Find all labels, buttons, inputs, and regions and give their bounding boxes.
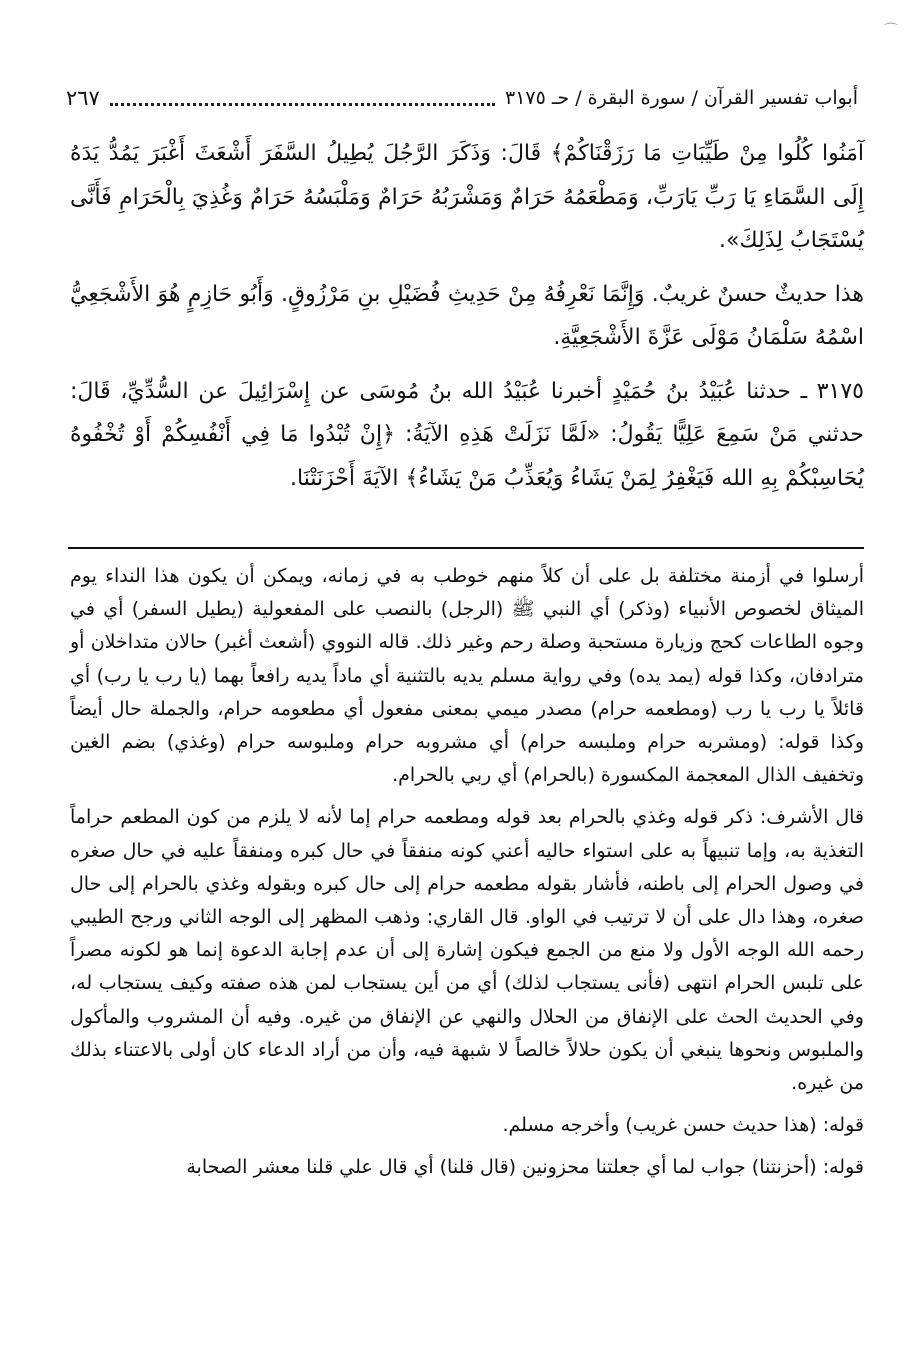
commentary-paragraph: قوله: (هذا حديث حسن غريب) وأخرجه مسلم. xyxy=(502,1114,864,1137)
hadith-continuation: آمَنُوا كُلُوا مِنْ طَيِّبَاتِ مَا رَزَقْنَاكُمْ﴾ قَالَ: وَذَكَرَ الرَّجُلَ يُطِيلُ السَّفَرَ أَشْعَثَ أَغْبَرَ يَمُدُّ يَدَهُ إِلَى السَّمَاءِ يَا رَبِّ يَارَبِّ، وَمَطْعَمُهُ حَرَامٌ وَمَشْرَبُهُ حَرَامٌ وَمَلْبَسُهُ حَرَامٌ وَغُذِيَ بِالْحَرَامِ فَأَنَّى يُسْتَجَابُ لِذَلِكَ». xyxy=(70,141,864,253)
leader-dots xyxy=(110,91,495,106)
page-header xyxy=(66,78,858,118)
hadith-3175: ٣١٧٥ ـ حدثنا عُبَيْدُ بنُ حُمَيْدٍ أخبرنا عُبَيْدُ الله بنُ مُوسَى عن إِسْرَائِيلَ عن السُّدِّيِّ، قَالَ: حدثني مَنْ سَمِعَ عَلِيًّا يَقُولُ: «لَمَّا نَزَلَتْ هَذِهِ الآيَةُ: ﴿إِنْ تُبْدُوا مَا فِي أَنْفُسِكُمْ أَوْ تُخْفُوهُ يُحَاسِبْكُمْ بِهِ الله فَيَغْفِرُ لِمَنْ يَشَاءُ وَيُعَذِّبُ مَنْ يَشَاءُ﴾ الآيَةَ أَحْزَنَتْنَا. xyxy=(70,378,864,491)
commentary xyxy=(70,560,864,1194)
footnote-divider xyxy=(68,547,864,549)
scan-mark-icon: ⌒ xyxy=(884,23,898,39)
commentary-paragraph: قال الأشرف: ذكر قوله وغذي بالحرام بعد قوله ومطعمه حرام إما لأنه لا يلزم من كون المطعم حراماً التغذية به، وإما تنبيهاً به على استواء حاليه أعني كونه منفقاً في حال كبره ومنفقاً عليه في حال صغره في وصول الحرام إلى باطنه، فأشار بقوله مطعمه حرام إلى حال كبره وبقوله وغذي بالحرام إلى حال صغره، وهذا دال على أن لا ترتيب في الواو. قال القاري: وذهب المظهر إلى الوجه الثاني ورجح الطيبي رحمه الله الوجه الأول ولا منع من الجمع فيكون إشارة إلى أن عدم إجابة الدعوة إنما هو لكونه مصراً على تلبس الحرام انتهى (فأنى يستجاب لذلك) أي من أين يستجاب لمن هذه صفته وكيف يستجاب له، وفي الحديث الحث على الإنفاق من الحلال والنهي عن الإنفاق من غيره. وفيه أن المشروب والمأكول والملبوس ونحوها ينبغي أن يكون حلالاً خالصاً لا شبهة فيه، وأن من أراد الدعاء كان أولى بالاعتناء بذلك من غيره. xyxy=(70,806,864,1095)
commentary-paragraph: قوله: (أحزنتنا) جواب لما أي جعلتنا محزونين (قال قلنا) أي قال علي قلنا معشر الصحابة xyxy=(186,1156,864,1179)
running-title: أبواب تفسير القرآن / سورة البقرة / حـ ٣١٧٥ xyxy=(505,87,858,109)
main-text xyxy=(70,132,864,510)
grading-paragraph: هذا حديثٌ حسنٌ غريبٌ. وَإِنَّمَا نَعْرِفُهُ مِنْ حَدِيثِ فُضَيْلِ بنِ مَرْزُوقٍ. وَأَبُو حَازِمٍ هُوَ الأَشْجَعِيُّ اسْمُهُ سَلْمَانُ مَوْلَى عَزَّةَ الأَشْجَعِيَّةِ. xyxy=(70,281,864,350)
page-number: ٢٦٧ xyxy=(66,86,100,110)
commentary-paragraph: أرسلوا في أزمنة مختلفة بل على أن كلاً منهم خوطب به في زمانه، ويمكن أن يكون هذا النداء يوم الميثاق لخصوص الأنبياء (وذكر) أي النبي ﷺ (الرجل) بالنصب على المفعولية (يطيل السفر) أي في وجوه الطاعات كحج وزيارة مستحبة وصلة رحم وغير ذلك. قاله النووي (أشعث أغبر) حالان متداخلان أو مترادفان، وكذا قوله (يمد يده) وفي رواية مسلم يديه بالتثنية أي ماداً يديه رافعاً بهما (يا رب يا رب) أي قائلاً يا رب يا رب (ومطعمه حرام) مصدر ميمي بمعنى مفعول أي مطعومه حرام، والجملة حال أيضاً وكذا قوله: (ومشربه حرام وملبسه حرام) أي مشروبه حرام وملبوسه حرام (وغذي) بضم الغين وتخفيف الذال المعجمة المكسورة (بالحرام) أي ربي بالحرام. xyxy=(70,565,864,787)
